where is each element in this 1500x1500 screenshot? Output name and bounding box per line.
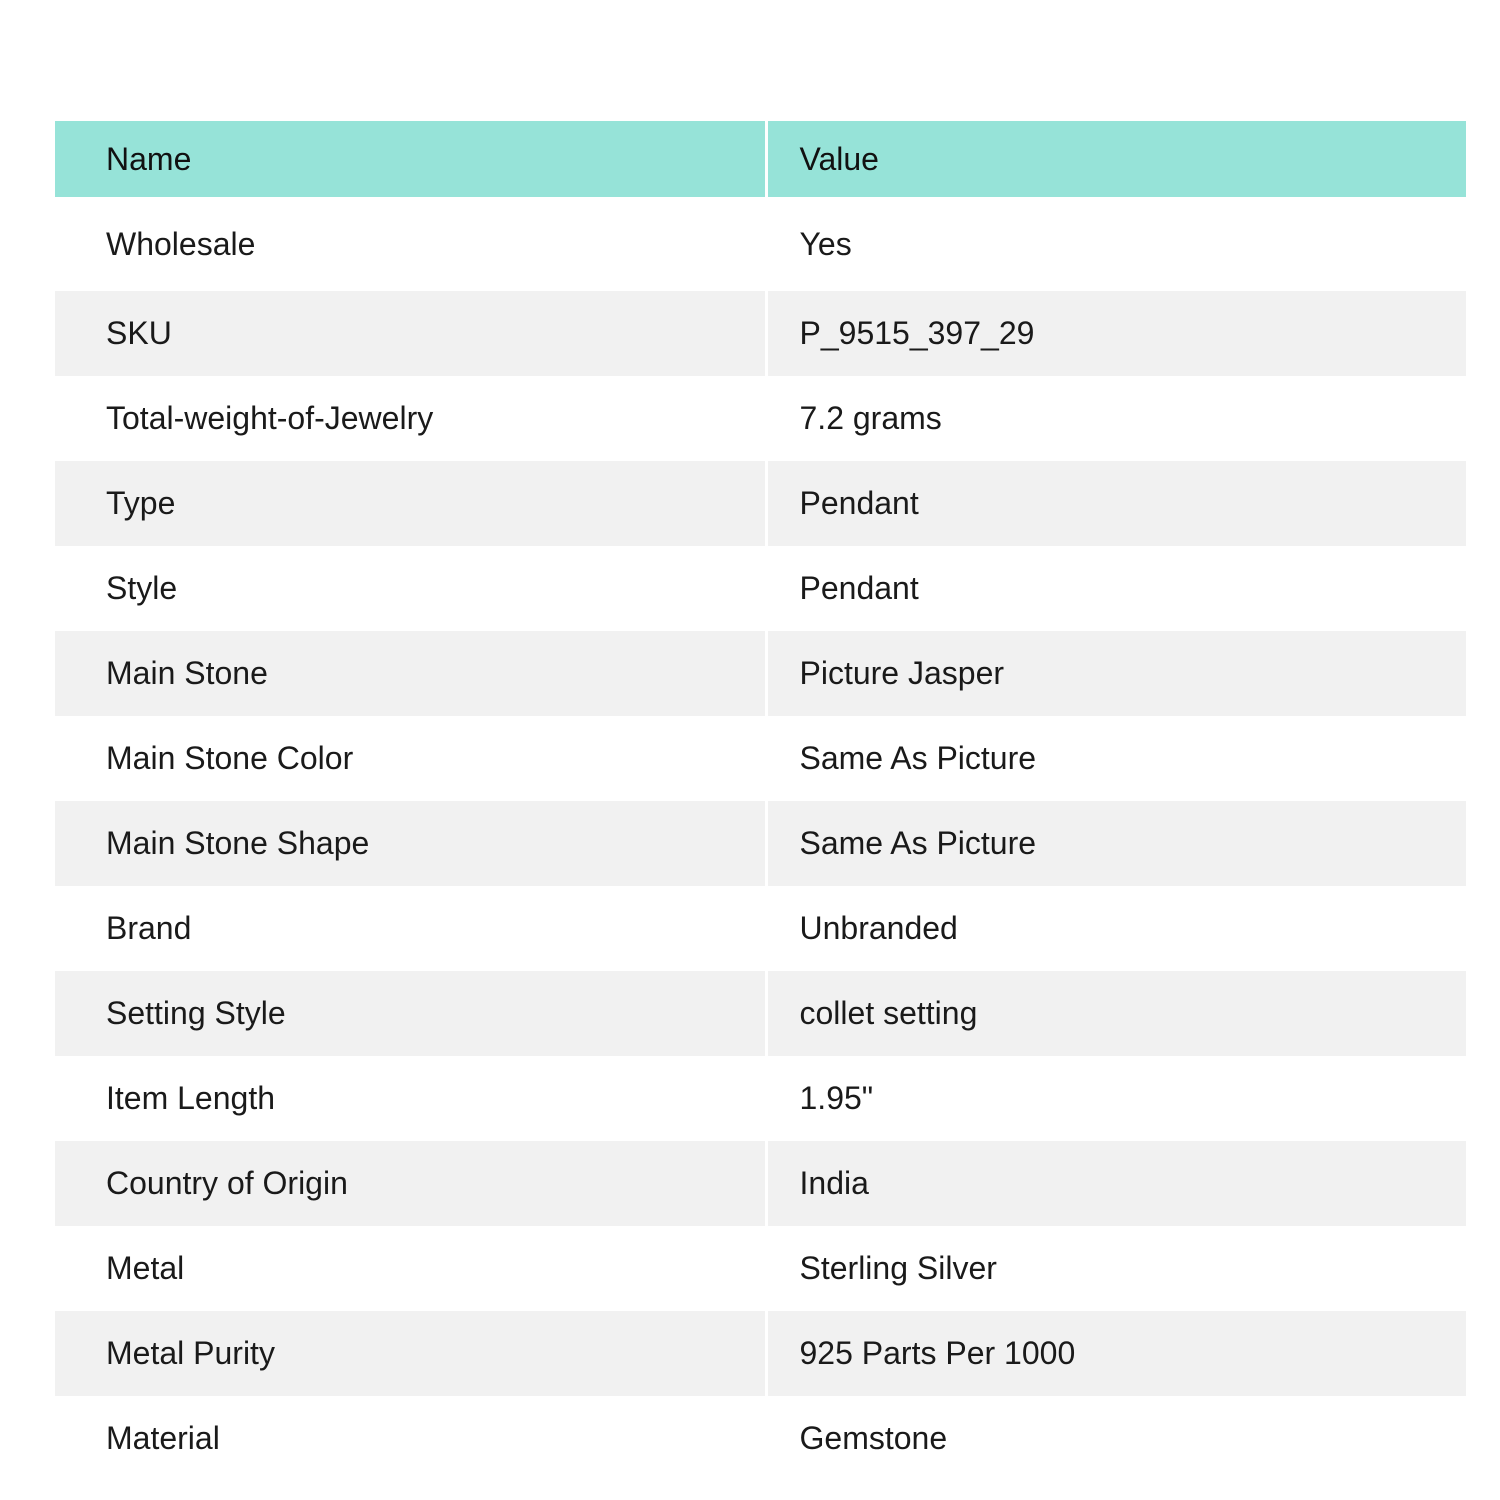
- row-name-cell: Metal Purity: [55, 1311, 766, 1396]
- table-row: [55, 886, 1466, 971]
- row-value-cell: Gemstone: [766, 1396, 1466, 1481]
- table-row: [55, 1396, 1466, 1481]
- row-value-cell: 1.95": [766, 1056, 1466, 1141]
- specifications-table: [55, 121, 1466, 1481]
- table-row: [55, 376, 1466, 461]
- row-name-cell: SKU: [55, 291, 766, 376]
- row-value-cell: P_9515_397_29: [766, 291, 1466, 376]
- row-name-cell: Main Stone Color: [55, 716, 766, 801]
- table-row: [55, 631, 1466, 716]
- table-row: [55, 1056, 1466, 1141]
- row-value-cell: collet setting: [766, 971, 1466, 1056]
- table-row: [55, 801, 1466, 886]
- row-value-cell: Same As Picture: [766, 801, 1466, 886]
- table-row: [55, 197, 1466, 291]
- table-row: [55, 716, 1466, 801]
- table-row: [55, 546, 1466, 631]
- row-name-cell: Style: [55, 546, 766, 631]
- header-row: [55, 121, 1466, 197]
- row-name-cell: Total-weight-of-Jewelry: [55, 376, 766, 461]
- row-name-cell: Main Stone: [55, 631, 766, 716]
- table-row: [55, 971, 1466, 1056]
- row-value-cell: 925 Parts Per 1000: [766, 1311, 1466, 1396]
- table-row: [55, 1311, 1466, 1396]
- column-header-value: Value: [766, 121, 1466, 197]
- row-value-cell: Same As Picture: [766, 716, 1466, 801]
- column-header-name: Name: [55, 121, 766, 197]
- row-name-cell: Country of Origin: [55, 1141, 766, 1226]
- table-row: [55, 291, 1466, 376]
- row-value-cell: 7.2 grams: [766, 376, 1466, 461]
- table-header: [55, 121, 1466, 197]
- row-name-cell: Setting Style: [55, 971, 766, 1056]
- row-name-cell: Wholesale: [55, 197, 766, 291]
- table-body: [55, 197, 1466, 1481]
- row-name-cell: Item Length: [55, 1056, 766, 1141]
- row-value-cell: Unbranded: [766, 886, 1466, 971]
- row-value-cell: India: [766, 1141, 1466, 1226]
- row-value-cell: Yes: [766, 197, 1466, 291]
- row-name-cell: Metal: [55, 1226, 766, 1311]
- row-value-cell: Sterling Silver: [766, 1226, 1466, 1311]
- table-row: [55, 1141, 1466, 1226]
- row-name-cell: Material: [55, 1396, 766, 1481]
- row-name-cell: Main Stone Shape: [55, 801, 766, 886]
- row-value-cell: Picture Jasper: [766, 631, 1466, 716]
- table-row: [55, 461, 1466, 546]
- row-name-cell: Type: [55, 461, 766, 546]
- row-value-cell: Pendant: [766, 546, 1466, 631]
- row-value-cell: Pendant: [766, 461, 1466, 546]
- table-row: [55, 1226, 1466, 1311]
- row-name-cell: Brand: [55, 886, 766, 971]
